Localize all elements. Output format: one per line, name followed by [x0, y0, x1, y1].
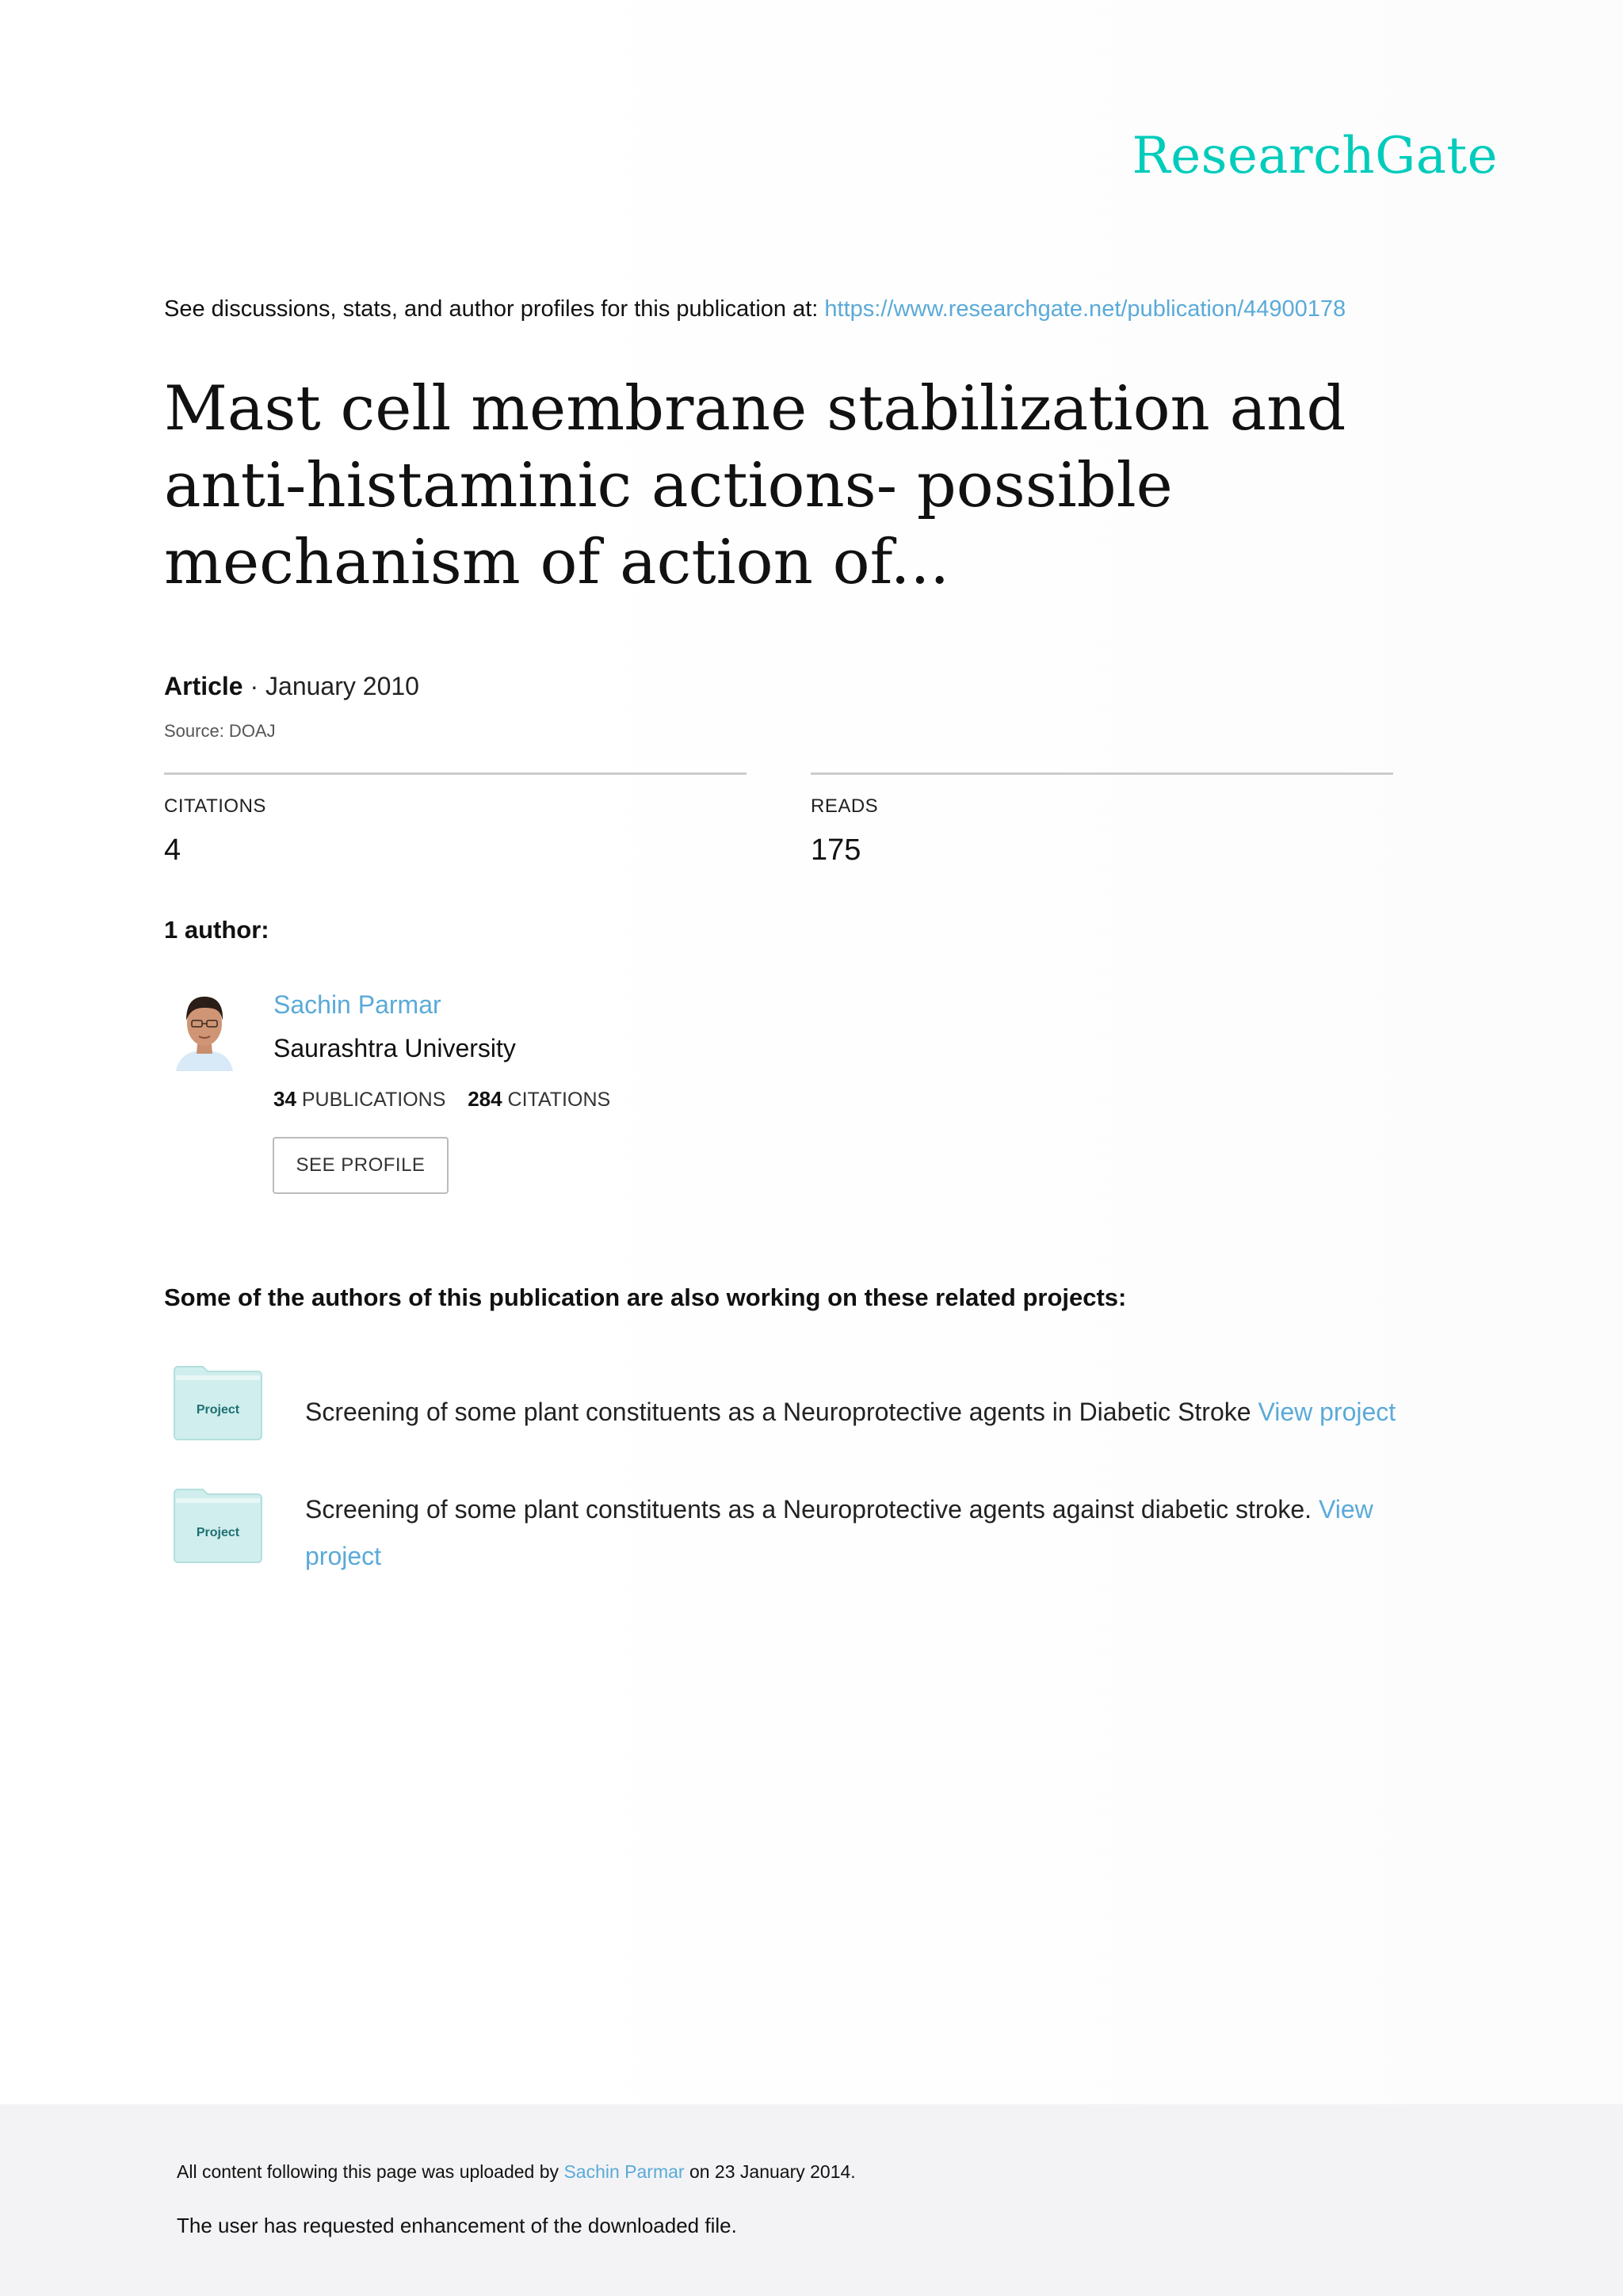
- project-icon-label: Project: [196, 1403, 240, 1417]
- publication-date: January 2010: [265, 672, 419, 700]
- publication-meta: [164, 672, 419, 701]
- meta-separator: ·: [242, 672, 266, 700]
- project-title: Screening of some plant constituents as a Neuroprotective agents against diabetic stroke.: [305, 1495, 1312, 1524]
- project-icon-label: Project: [196, 1526, 240, 1539]
- author-stats: [273, 1087, 610, 1112]
- citations-value: 4: [164, 833, 181, 867]
- view-project-link[interactable]: View project: [305, 1495, 1373, 1570]
- upload-suffix: on 23 January 2014.: [689, 2161, 856, 2182]
- divider: [811, 772, 1393, 775]
- project-folder-icon[interactable]: [173, 1489, 263, 1563]
- footer: [0, 2104, 1623, 2296]
- citations-stat: [164, 772, 747, 868]
- authors-heading: 1 author:: [164, 916, 269, 944]
- enhancement-note: The user has requested enhancement of the downloaded file.: [177, 2214, 737, 2237]
- author-institution: Saurashtra University: [273, 1034, 516, 1062]
- upload-info: [177, 2161, 856, 2183]
- researchgate-logo[interactable]: ResearchGate: [1132, 127, 1498, 185]
- author-citations-label: CITATIONS: [507, 1089, 611, 1111]
- publication-url-link[interactable]: https://www.researchgate.net/publication/44900178: [824, 296, 1346, 322]
- publication-title: Mast cell membrane stabilization and anti-histaminic actions- possible mechanism of action of...: [164, 373, 1346, 598]
- reads-stat: [811, 772, 1393, 868]
- see-discussions-text: See discussions, stats, and author profiles for this publication at:: [164, 296, 819, 322]
- upload-prefix: All content following this page was uploaded by: [177, 2161, 559, 2182]
- project-item: [305, 1486, 1430, 1580]
- see-discussions-line: [164, 296, 1346, 322]
- project-title: Screening of some plant constituents as a Neuroprotective agents in Diabetic Stroke: [305, 1398, 1251, 1426]
- see-profile-button[interactable]: SEE PROFILE: [273, 1137, 449, 1194]
- publication-source: Source: DOAJ: [164, 721, 276, 741]
- reads-label: READS: [811, 795, 879, 817]
- project-folder-icon[interactable]: [173, 1366, 263, 1440]
- author-publications-count: 34: [273, 1087, 296, 1111]
- reads-value: 175: [811, 833, 861, 867]
- project-item: [305, 1389, 1430, 1436]
- view-project-link[interactable]: View project: [1258, 1398, 1396, 1426]
- author-citations-count: 284: [468, 1087, 502, 1111]
- publication-type: Article: [164, 672, 243, 700]
- author-publications-label: PUBLICATIONS: [301, 1089, 446, 1111]
- citations-label: CITATIONS: [164, 795, 266, 817]
- uploader-link[interactable]: Sachin Parmar: [563, 2161, 685, 2182]
- divider: [164, 772, 747, 775]
- projects-heading: Some of the authors of this publication are also working on these related projects:: [164, 1283, 1127, 1311]
- author-avatar[interactable]: [173, 989, 236, 1071]
- author-name-link[interactable]: Sachin Parmar: [273, 990, 441, 1019]
